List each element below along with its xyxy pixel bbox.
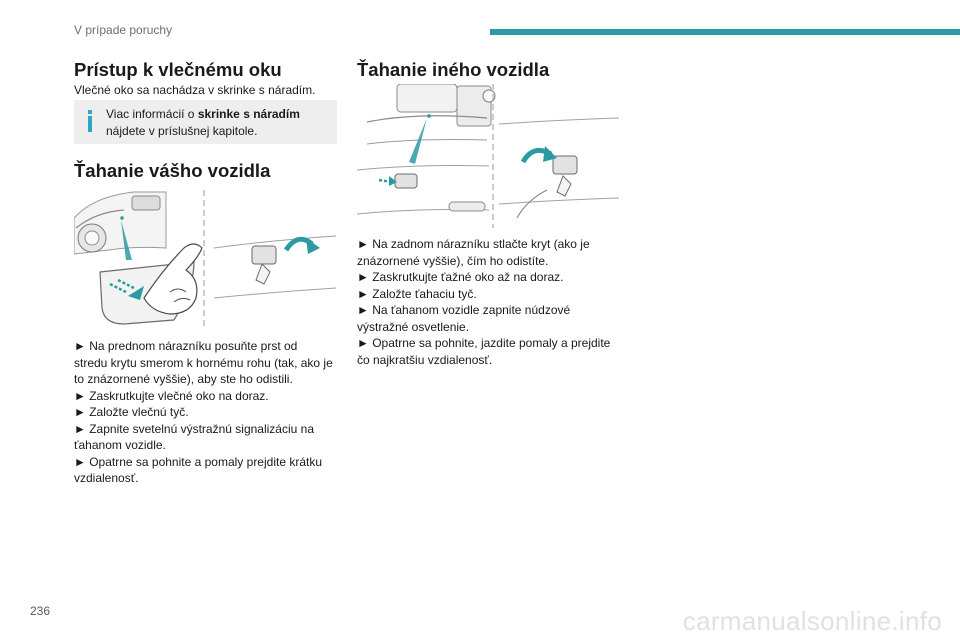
- info-text: [106, 106, 332, 139]
- heading-access-tow-eye: Prístup k vlečnému oku: [74, 59, 282, 80]
- section-title: V prípade poruchy: [74, 23, 173, 37]
- left-step-line: ťahanom vozidle.: [74, 438, 166, 452]
- info-prefix: Viac informácií o: [106, 107, 198, 121]
- left-step-line: stredu krytu smerom k hornému rohu (tak, ako je: [74, 355, 333, 370]
- right-step-line: ► Zaskrutkujte ťažné oko až na doraz.: [357, 270, 564, 284]
- left-step-line: to znázornené vyššie), aby ste ho odistili.: [74, 372, 293, 386]
- page-number: 236: [30, 604, 51, 618]
- right-step-line: ► Opatrne sa pohnite, jazdite pomaly a prejdite: [357, 336, 611, 350]
- left-step-line: ► Opatrne sa pohnite a pomaly prejdite krátku: [74, 454, 323, 469]
- right-steps: [357, 236, 625, 368]
- left-step-line: vzdialenosť.: [74, 471, 139, 485]
- right-step-line: čo najkratšiu vzdialenosť.: [357, 352, 493, 367]
- info-bold: skrinke s náradím: [197, 107, 300, 121]
- left-step-line: ► Zaskrutkujte vlečné oko na doraz.: [74, 388, 269, 403]
- info-box: [74, 100, 337, 144]
- rear-bumper-illustration: [357, 84, 619, 228]
- watermark: carmanualsonline.info: [682, 606, 942, 636]
- right-step-line: ► Na ťahanom vozidle zapnite núdzové: [357, 303, 571, 317]
- right-step-line: výstražné osvetlenie.: [357, 319, 470, 334]
- front-bumper-illustration: [74, 188, 336, 332]
- intro-text: Vlečné oko sa nachádza v skrinke s náradím.: [74, 83, 316, 97]
- heading-tow-own-vehicle: Ťahanie vášho vozidla: [74, 160, 271, 181]
- right-step-line: znázornené vyššie), čím ho odistíte.: [357, 253, 549, 268]
- left-step-line: ► Založte vlečnú tyč.: [74, 405, 189, 419]
- header-accent-bar: [490, 29, 960, 35]
- info-suffix: nájdete v príslušnej kapitole.: [106, 123, 258, 138]
- left-steps: [74, 338, 342, 487]
- right-step-line: ► Založte ťahaciu tyč.: [357, 286, 477, 301]
- right-step-line: ► Na zadnom nárazníku stlačte kryt (ako je: [357, 237, 590, 251]
- info-icon: [88, 110, 92, 132]
- heading-tow-other-vehicle: Ťahanie iného vozidla: [357, 59, 550, 80]
- left-step-line: ► Zapnite svetelnú výstražnú signalizáciu na: [74, 421, 314, 436]
- left-step-line: ► Na prednom nárazníku posuňte prst od: [74, 339, 298, 353]
